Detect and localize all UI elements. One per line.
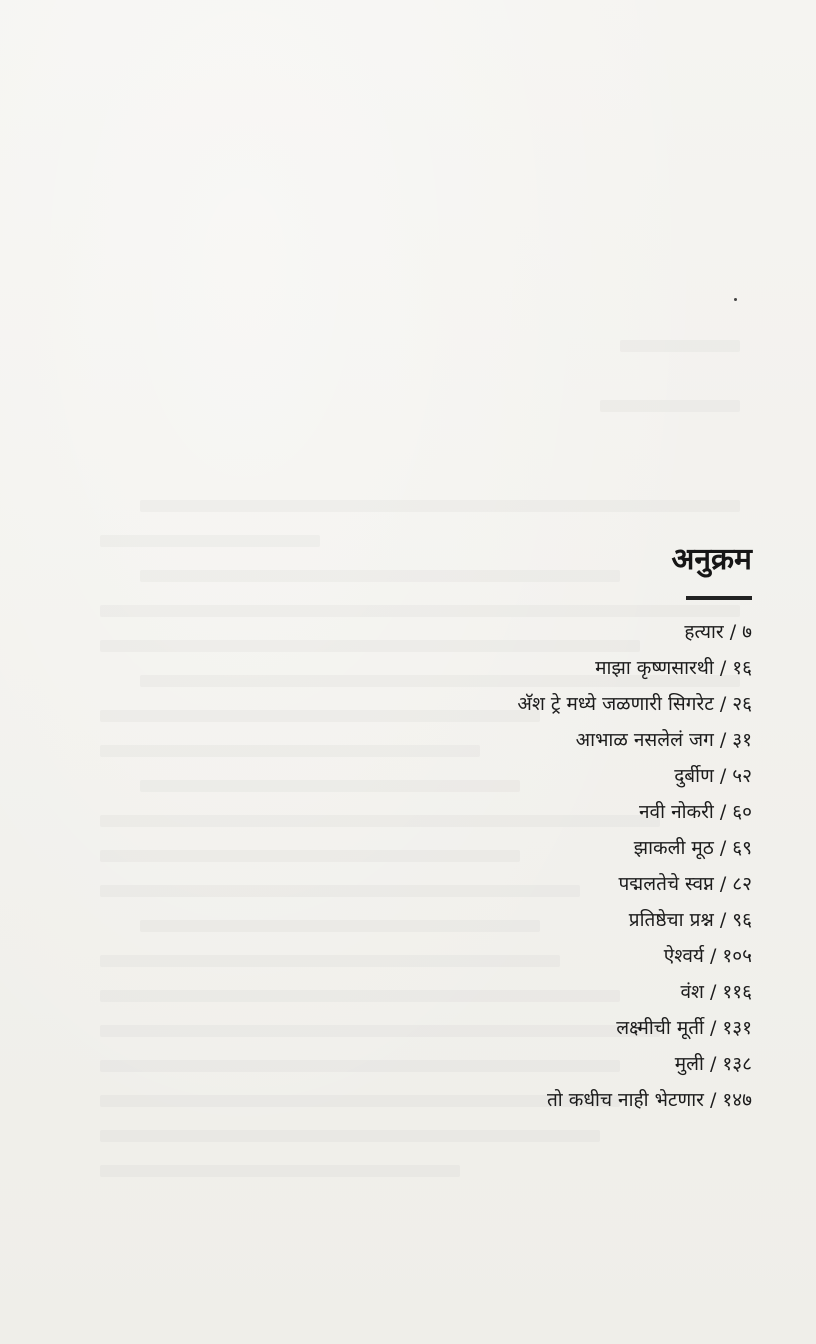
entry-page: ५२ xyxy=(732,765,752,787)
entry-title: झाकली मूठ xyxy=(633,837,714,859)
entry-separator: / xyxy=(709,1053,717,1075)
toc-entry xyxy=(292,614,752,650)
entry-separator: / xyxy=(719,909,727,931)
entry-page: १०५ xyxy=(722,945,752,967)
entry-separator: / xyxy=(709,945,717,967)
entry-page: ११६ xyxy=(722,981,752,1003)
toc-entry xyxy=(292,974,752,1010)
entry-title: माझा कृष्णसारथी xyxy=(595,657,714,679)
toc-entry xyxy=(292,938,752,974)
entry-page: ८२ xyxy=(732,873,752,895)
entry-title: ऐश्वर्य xyxy=(663,945,704,967)
toc-entry xyxy=(292,722,752,758)
entry-title: दुर्बीण xyxy=(674,765,714,787)
entry-separator: / xyxy=(719,693,727,715)
toc-entry xyxy=(292,830,752,866)
entry-separator: / xyxy=(729,621,737,643)
show-through-line xyxy=(100,535,320,547)
entry-page: १३१ xyxy=(722,1017,752,1039)
entry-page: ६० xyxy=(732,801,752,823)
show-through-line xyxy=(100,1165,460,1177)
entry-page: १३८ xyxy=(722,1053,752,1075)
toc-entry xyxy=(292,650,752,686)
show-through-line xyxy=(140,500,740,512)
show-through-line xyxy=(600,400,740,412)
entry-separator: / xyxy=(719,765,727,787)
toc-heading: अनुक्रम xyxy=(671,542,752,577)
entry-separator: / xyxy=(719,837,727,859)
entry-separator: / xyxy=(719,873,727,895)
heading-underline xyxy=(686,596,752,600)
entry-title: प्रतिष्ठेचा प्रश्न xyxy=(628,909,714,931)
entry-page: १४७ xyxy=(722,1089,752,1111)
toc-list xyxy=(292,614,752,1118)
entry-page: ६९ xyxy=(732,837,752,859)
toc-entry xyxy=(292,902,752,938)
toc-entry xyxy=(292,1010,752,1046)
toc-entry xyxy=(292,1046,752,1082)
entry-separator: / xyxy=(709,1017,717,1039)
entry-separator: / xyxy=(709,981,717,1003)
entry-title: तो कधीच नाही भेटणार xyxy=(546,1089,704,1111)
entry-page: ३१ xyxy=(732,729,752,751)
show-through-line xyxy=(620,340,740,352)
entry-title: वंश xyxy=(680,981,704,1003)
entry-title: आभाळ नसलेलं जग xyxy=(575,729,714,751)
entry-title: हत्यार xyxy=(684,621,724,643)
entry-page: २६ xyxy=(732,693,752,715)
entry-title: लक्ष्मीची मूर्ती xyxy=(616,1017,704,1039)
speck xyxy=(734,298,737,301)
toc-entry xyxy=(292,686,752,722)
table-of-contents xyxy=(292,540,752,1118)
toc-entry xyxy=(292,866,752,902)
entry-separator: / xyxy=(719,657,727,679)
entry-page: ७ xyxy=(742,621,752,643)
show-through-line xyxy=(100,1130,600,1142)
toc-entry xyxy=(292,1082,752,1118)
entry-title: मुली xyxy=(674,1053,704,1075)
entry-page: ९६ xyxy=(732,909,752,931)
entry-title: नवी नोकरी xyxy=(639,801,714,823)
entry-title: अ‍ॅश ट्रे मध्ये जळणारी सिगरेट xyxy=(517,693,714,715)
entry-page: १६ xyxy=(732,657,752,679)
entry-separator: / xyxy=(719,729,727,751)
toc-entry xyxy=(292,758,752,794)
entry-separator: / xyxy=(719,801,727,823)
toc-entry xyxy=(292,794,752,830)
entry-title: पद्मलतेचे स्वप्न xyxy=(618,873,714,895)
entry-separator: / xyxy=(709,1089,717,1111)
